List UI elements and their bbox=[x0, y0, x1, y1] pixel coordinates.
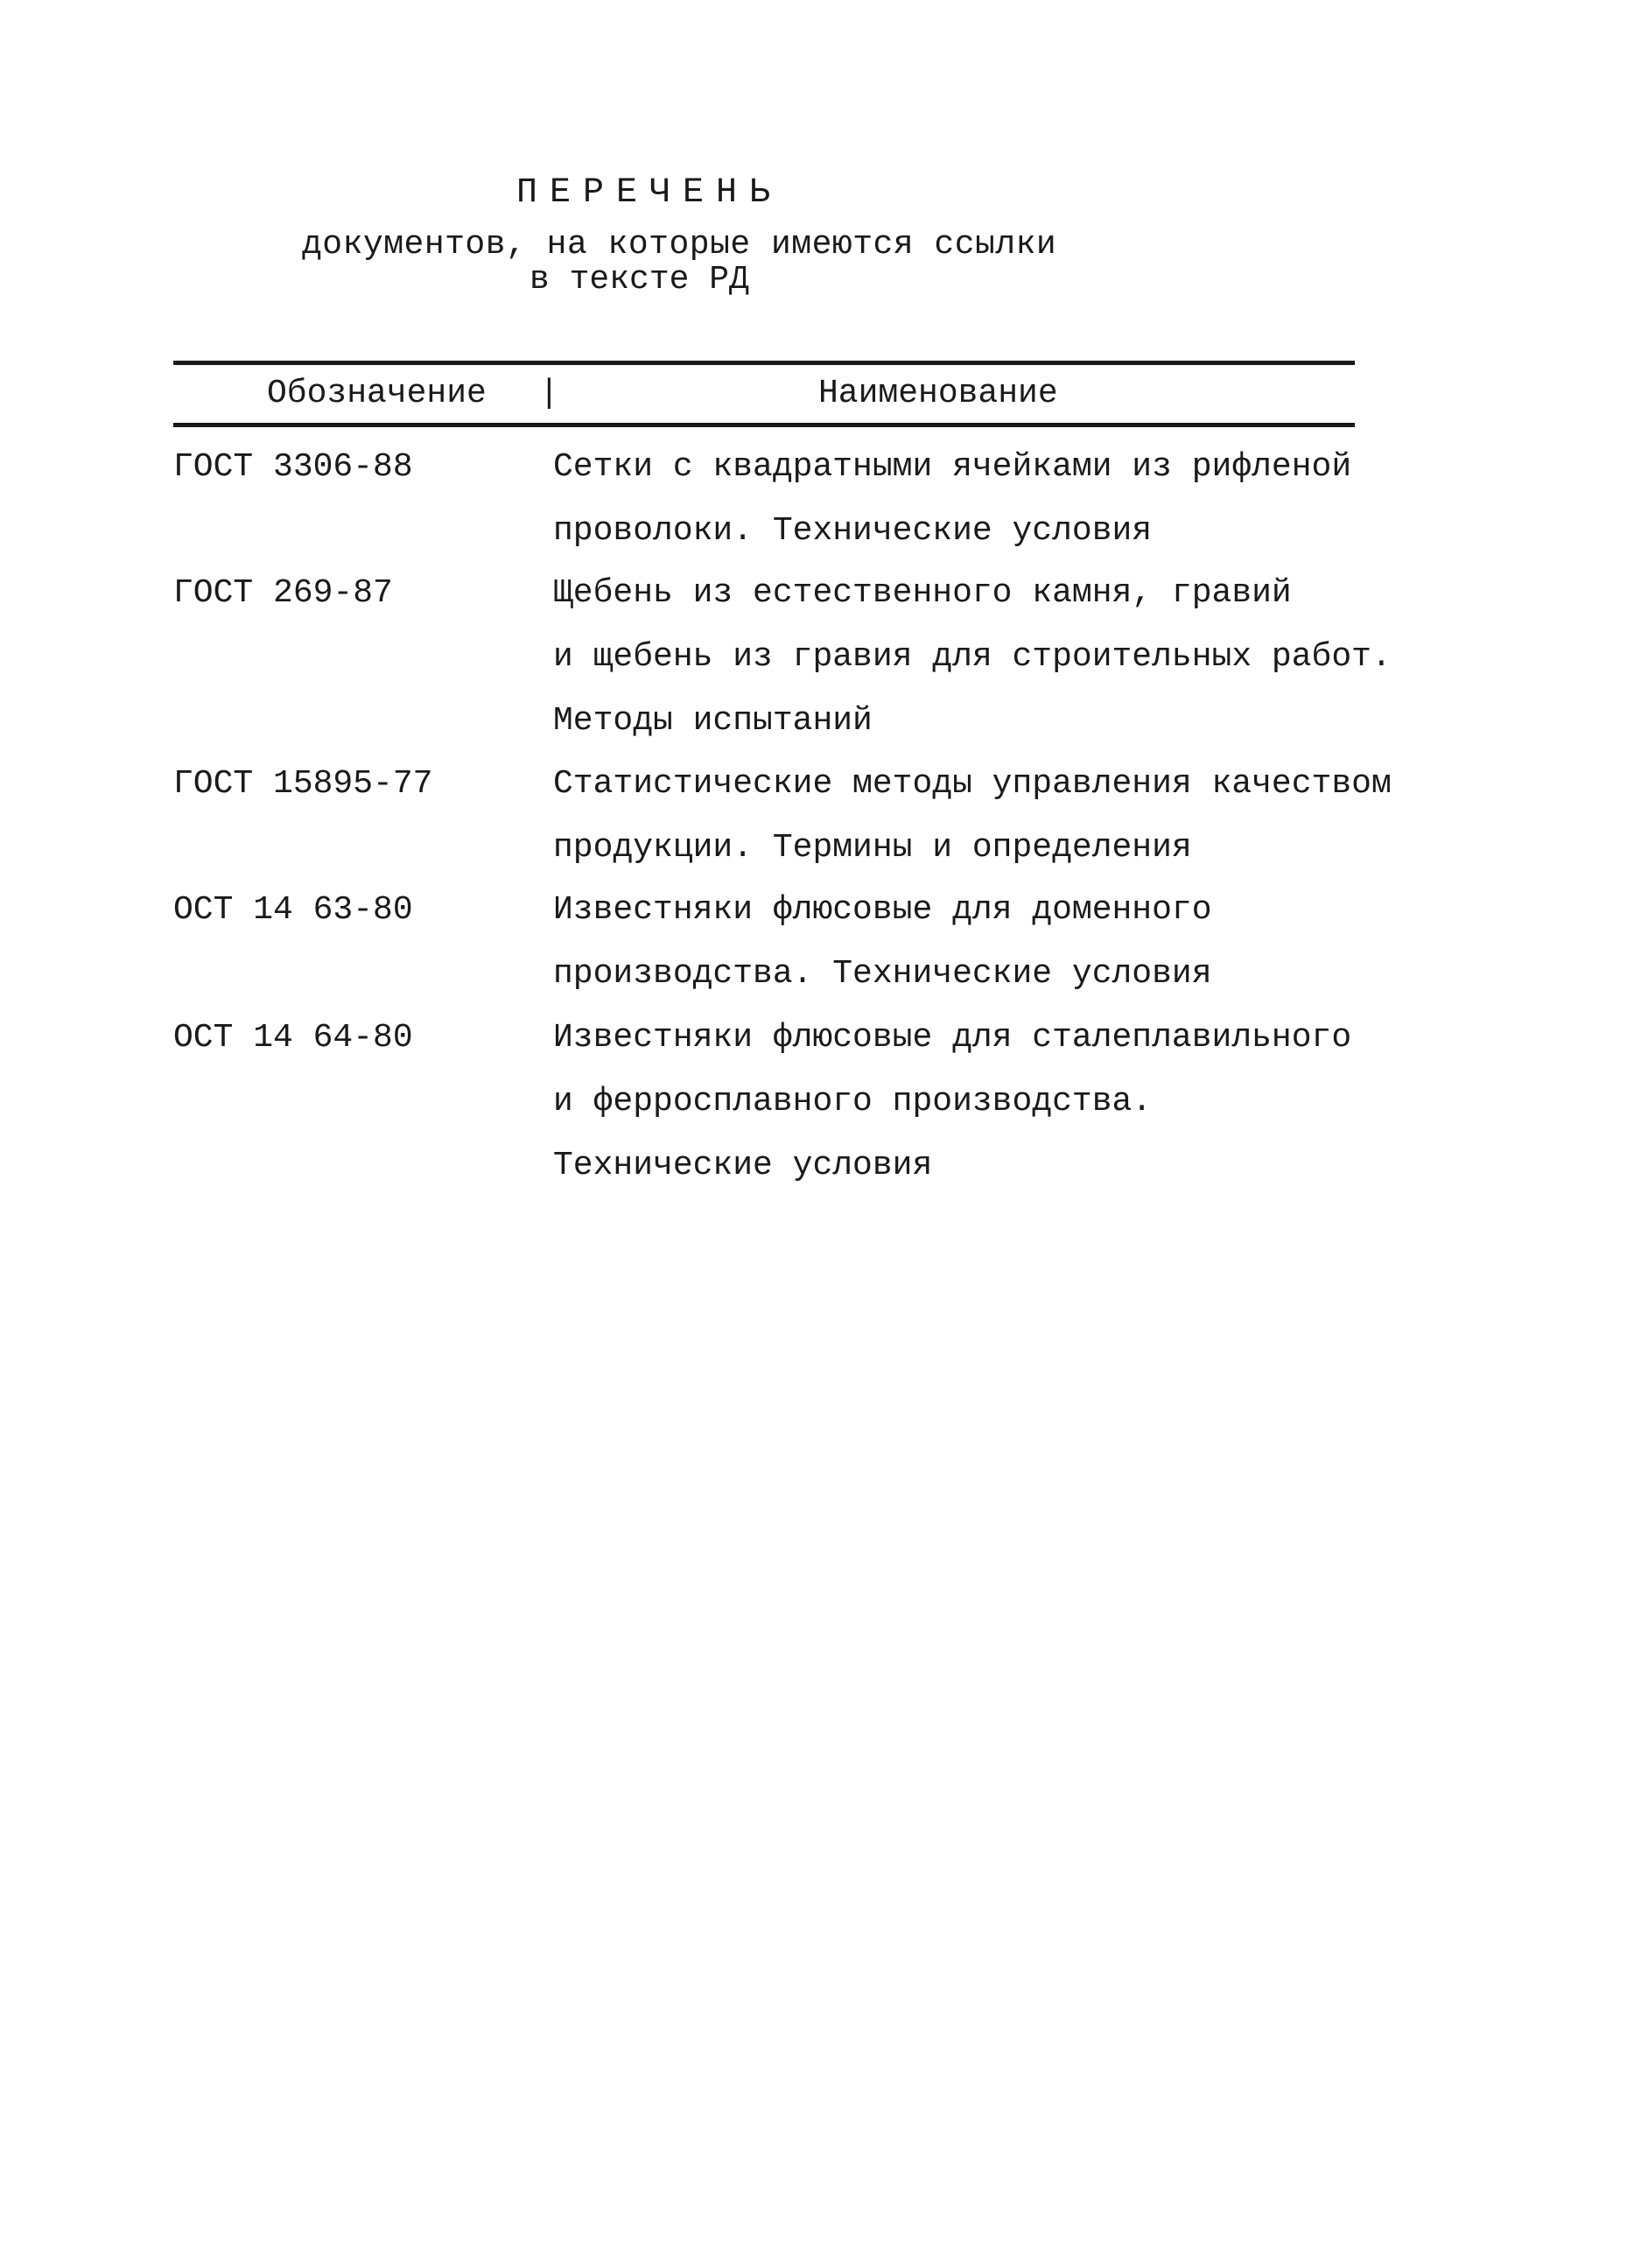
row-code: ОСТ 14 64-80 bbox=[173, 1019, 413, 1057]
row-name-line: производства. Технические условия bbox=[553, 955, 1212, 993]
row-name-line: и ферросплавного производства. bbox=[553, 1083, 1153, 1120]
row-name-line: Известняки флюсовые для доменного bbox=[553, 891, 1212, 929]
row-name-line: Статистические методы управления качеством bbox=[553, 765, 1392, 803]
row-name-line: Методы испытаний bbox=[553, 702, 873, 740]
document-subtitle-line2: в тексте РД bbox=[529, 261, 749, 298]
row-name-line: и щебень из гравия для строительных работ. bbox=[553, 638, 1392, 676]
row-name-line: Сетки с квадратными ячейками из рифленой bbox=[553, 448, 1352, 486]
row-code: ГОСТ 15895-77 bbox=[173, 765, 433, 803]
column-header-name: Наименование bbox=[818, 375, 1058, 412]
table-header-rule bbox=[173, 423, 1355, 427]
row-name-line: продукции. Термины и определения bbox=[553, 829, 1192, 867]
table-top-rule bbox=[173, 361, 1355, 365]
column-header-separator: | bbox=[539, 375, 559, 412]
document-title: ПЕРЕЧЕНЬ bbox=[516, 173, 783, 213]
row-name-line: Известняки флюсовые для сталеплавильного bbox=[553, 1019, 1352, 1057]
row-name-line: проволоки. Технические условия bbox=[553, 512, 1153, 550]
document-subtitle-line1: документов, на которые имеются ссылки bbox=[302, 226, 1057, 263]
row-code: ГОСТ 269-87 bbox=[173, 574, 393, 612]
column-header-designation: Обозначение bbox=[267, 375, 487, 412]
row-code: ГОСТ 3306-88 bbox=[173, 448, 413, 486]
row-name-line: Технические условия bbox=[553, 1147, 933, 1184]
row-name-line: Щебень из естественного камня, гравий bbox=[553, 574, 1292, 612]
row-code: ОСТ 14 63-80 bbox=[173, 891, 413, 929]
